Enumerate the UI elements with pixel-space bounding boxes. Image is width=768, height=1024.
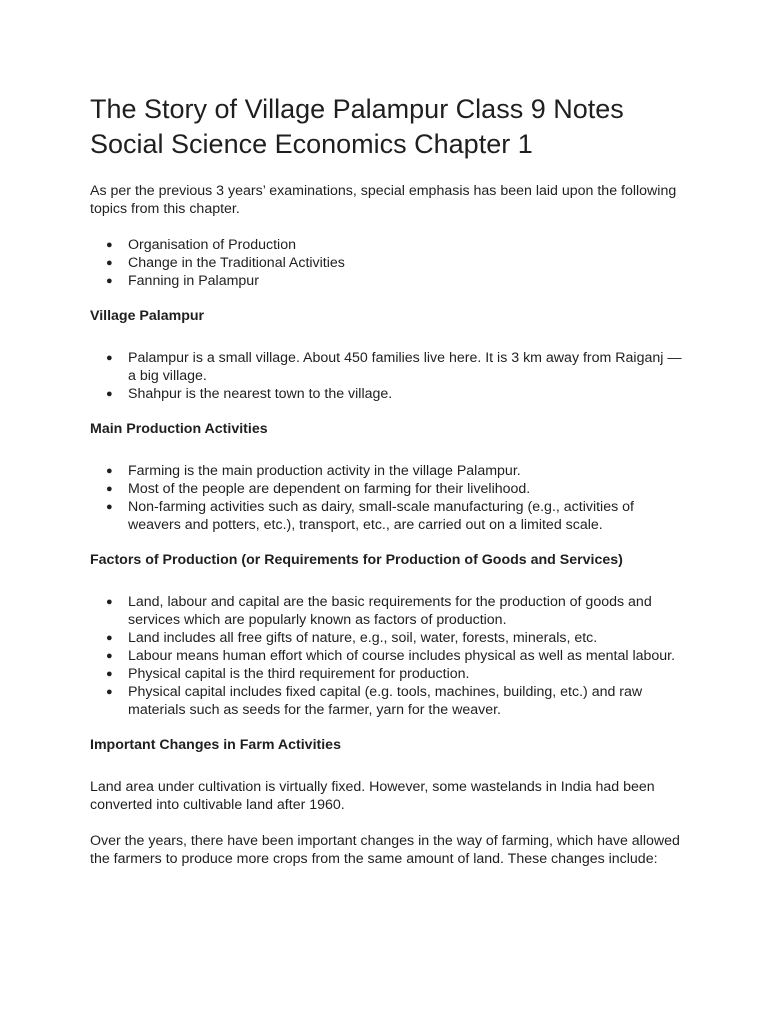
section-heading-activities: Main Production Activities <box>90 421 268 437</box>
changes-paragraph-2: Over the years, there have been important changes in the way of farming, which have allowed the farmers to produce more crops from the same amount of land. These changes include: <box>90 833 680 867</box>
list-item: ● Shahpur is the nearest town to the village. <box>106 386 393 402</box>
document-page <box>90 92 690 886</box>
changes-paragraph-1: Land area under cultivation is virtually fixed. However, some wastelands in India had been converted into cultivable land after 1960. <box>90 779 655 813</box>
factors-list <box>90 593 690 719</box>
list-item: ● Land, labour and capital are the basic requirements for the production of goods and services which are popularly known as factors of production. <box>106 594 652 628</box>
section-heading-changes: Important Changes in Farm Activities <box>90 737 341 753</box>
bullet-icon: ● <box>106 501 113 513</box>
list-item: ● Change in the Traditional Activities <box>106 255 345 271</box>
intro-paragraph: As per the previous 3 years’ examinations, special emphasis has been laid upon the following topics from this chapter. <box>90 183 677 217</box>
topic-list <box>90 236 690 290</box>
list-item: ● Non-farming activities such as dairy, small-scale manufacturing (e.g., activities of weavers and potters, etc.), transport, etc., are carried out on a limited scale. <box>106 499 634 533</box>
bullet-icon: ● <box>106 352 113 364</box>
section-heading-village: Village Palampur <box>90 308 205 324</box>
bullet-icon: ● <box>106 239 113 251</box>
section-heading-factors: Factors of Production (or Requirements for Production of Goods and Services) <box>90 552 623 568</box>
list-item: ● Palampur is a small village. About 450 families live here. It is 3 km away from Raiganj — a big village. <box>106 350 682 384</box>
bullet-icon: ● <box>106 257 113 269</box>
bullet-icon: ● <box>106 650 113 662</box>
list-item: ● Fanning in Palampur <box>106 273 259 289</box>
page-title: The Story of Village Palampur Class 9 Notes Social Science Economics Chapter 1 <box>90 94 624 159</box>
list-item: ● Organisation of Production <box>106 237 296 253</box>
bullet-icon: ● <box>106 465 113 477</box>
bullet-icon: ● <box>106 632 113 644</box>
bullet-icon: ● <box>106 686 113 698</box>
list-item: ● Most of the people are dependent on farming for their livelihood. <box>106 481 531 497</box>
list-item: ● Land includes all free gifts of nature, e.g., soil, water, forests, minerals, etc. <box>106 630 598 646</box>
activities-list <box>90 462 690 534</box>
bullet-icon: ● <box>106 483 113 495</box>
list-item: ● Physical capital is the third requirement for production. <box>106 666 470 682</box>
village-list <box>90 349 690 403</box>
bullet-icon: ● <box>106 596 113 608</box>
bullet-icon: ● <box>106 668 113 680</box>
list-item: ● Labour means human effort which of course includes physical as well as mental labour. <box>106 648 676 664</box>
list-item: ● Farming is the main production activity in the village Palampur. <box>106 463 521 479</box>
list-item: ● Physical capital includes fixed capital (e.g. tools, machines, building, etc.) and raw materials such as seeds for the farmer, yarn for the weaver. <box>106 684 643 718</box>
bullet-icon: ● <box>106 275 113 287</box>
bullet-icon: ● <box>106 388 113 400</box>
